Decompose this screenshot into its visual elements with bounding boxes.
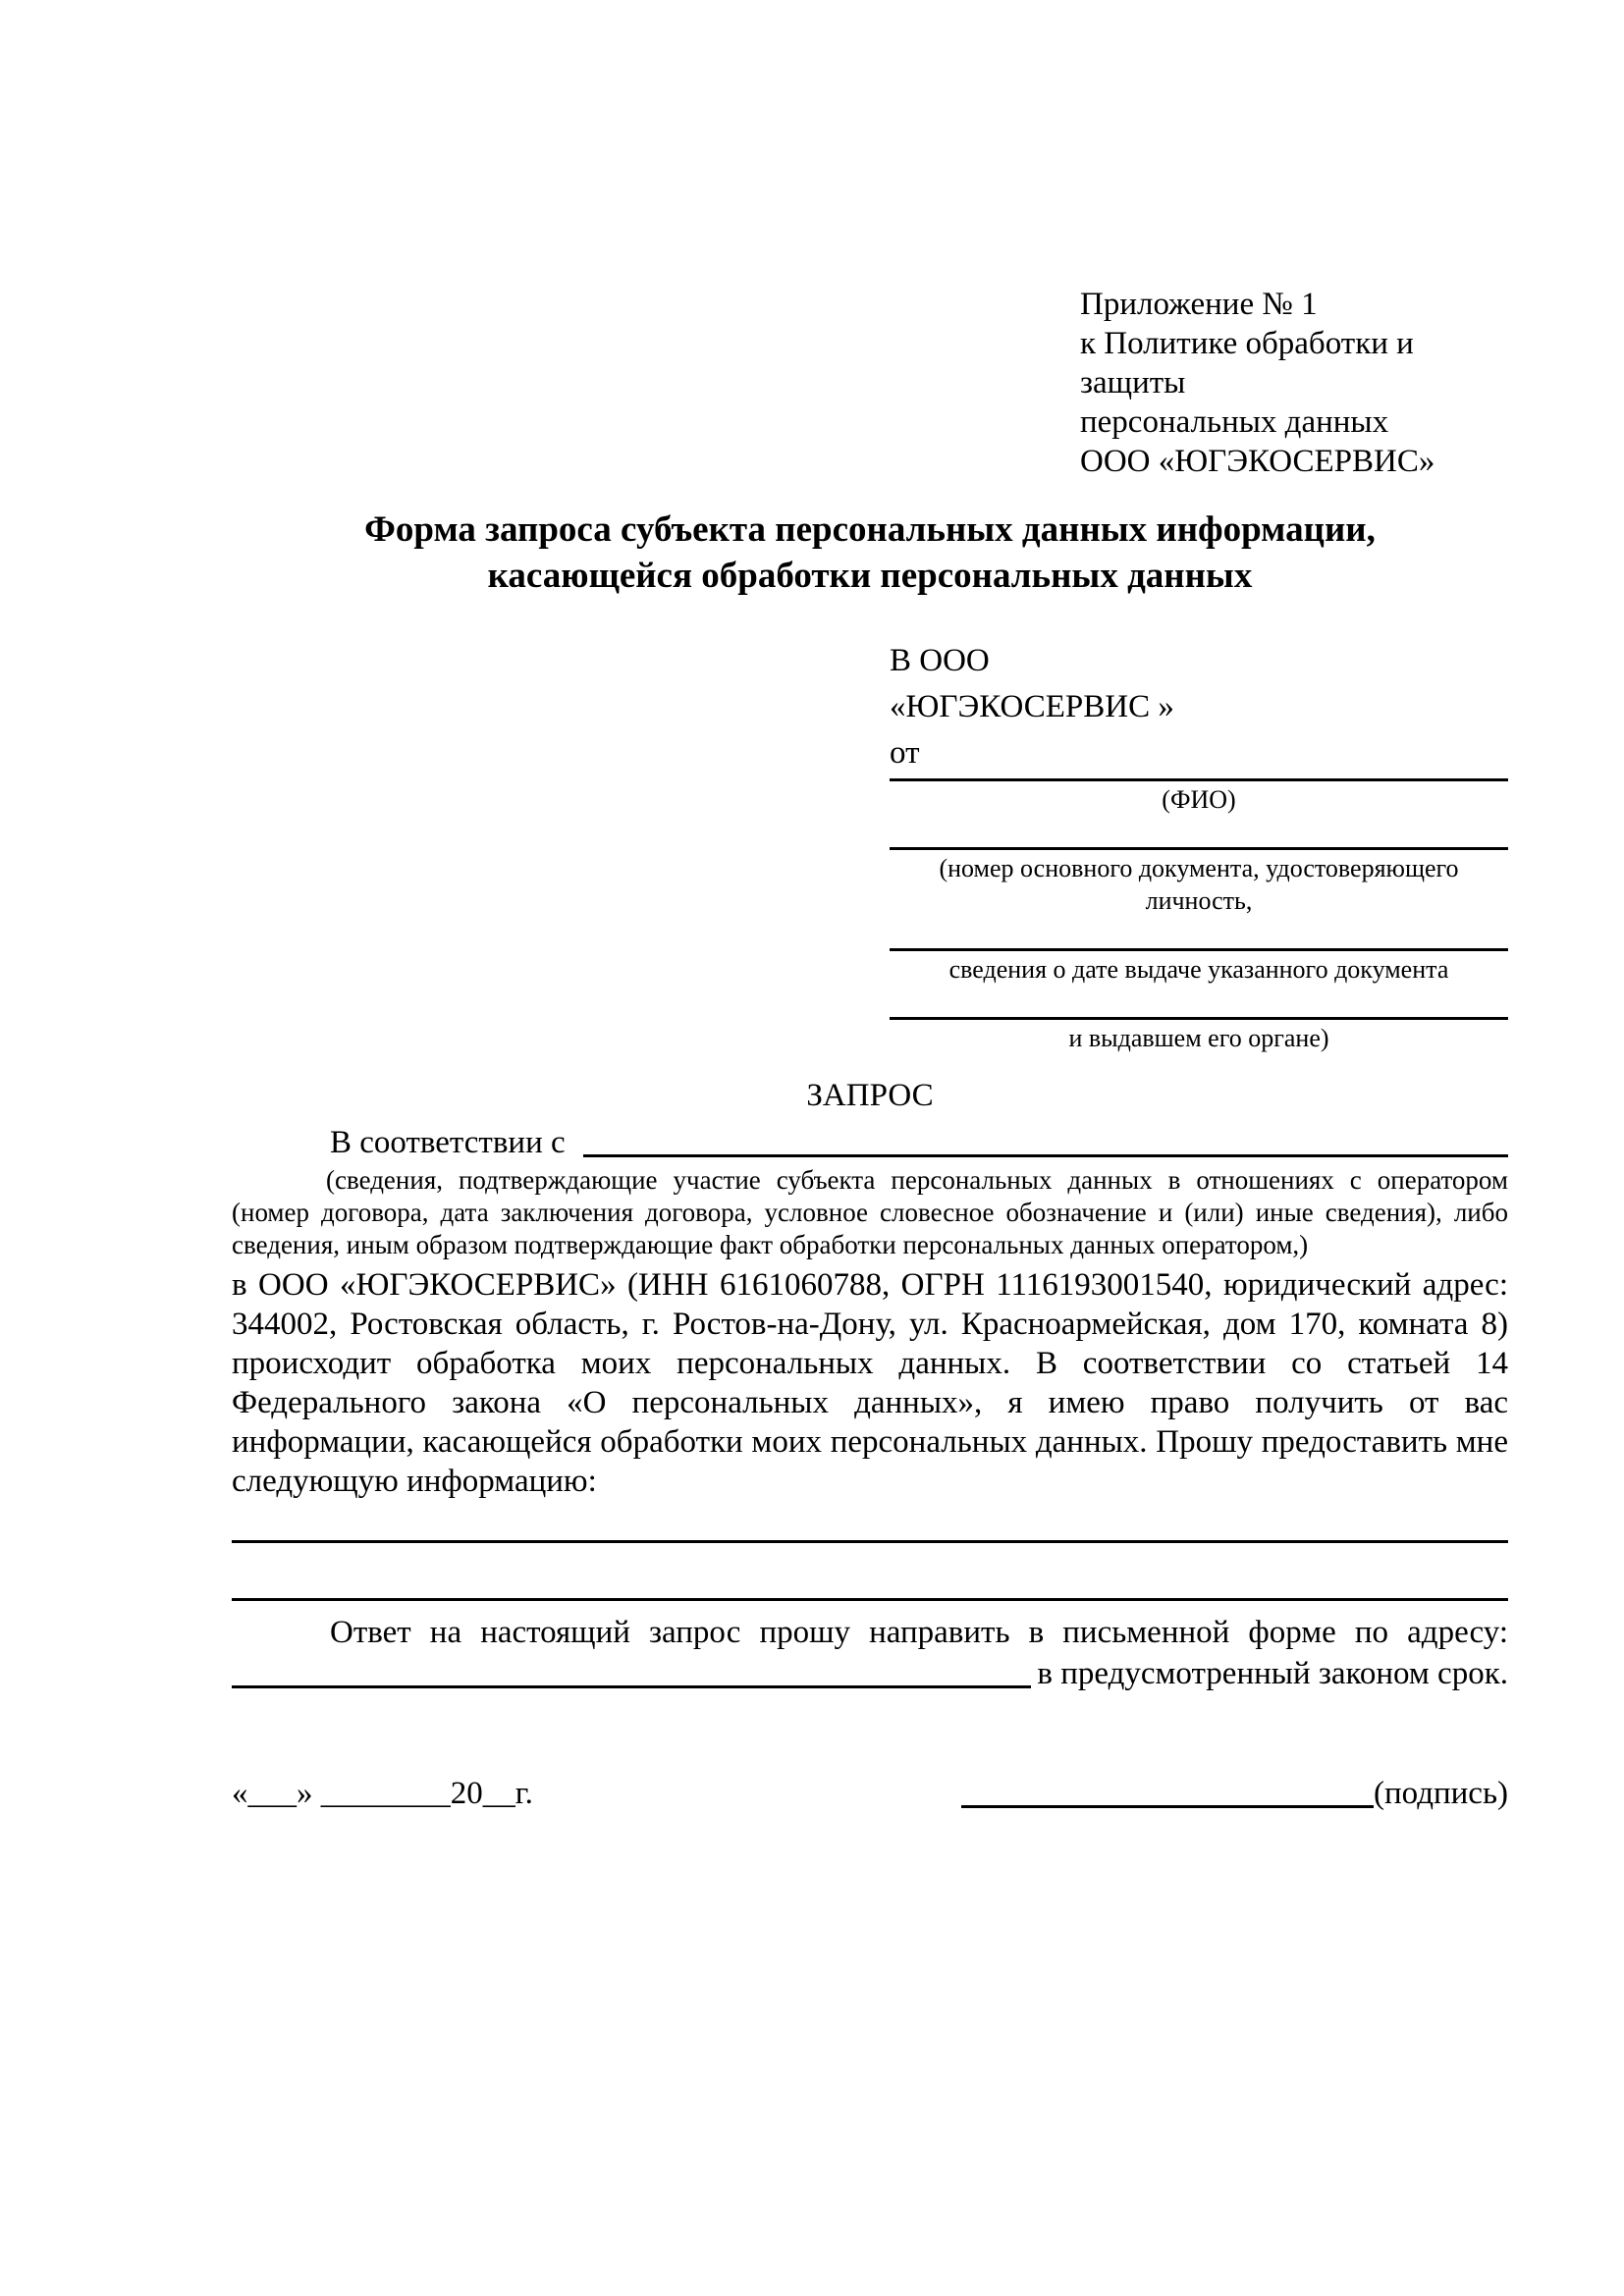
answer-address-row	[232, 1654, 1508, 1693]
issuing-authority-blank-line	[890, 1017, 1508, 1020]
accordance-line	[232, 1123, 1508, 1162]
addressee-line-3: от	[890, 735, 920, 771]
form-title	[232, 507, 1508, 599]
accordance-prefix: В соответствии с	[330, 1125, 573, 1160]
document-number-blank-line	[890, 847, 1508, 850]
info-blank-line-1	[232, 1540, 1508, 1543]
accordance-blank-line	[583, 1154, 1508, 1157]
appendix-note-line: персональных данных	[1080, 404, 1389, 440]
addressee-line-1: В ООО	[890, 643, 990, 678]
fio-blank-line	[890, 778, 1508, 781]
signature-blank-line	[961, 1805, 1374, 1808]
body-paragraph: в ООО «ЮГЭКОСЕРВИС» (ИНН 6161060788, ОГРН 1116193001540, юридический адрес: 344002, Ростовская область, г. Ростов-на-Дону, ул. Красноармейская, дом 170, комната 8) происходит обработка моих персональных данных. В соответствии со статьей 14 Федерального закона «О персональных данных», я имею право получить от вас информации, касающейся обработки моих персональных данных. Прошу предоставить мне следующую информацию:	[232, 1267, 1508, 1499]
issue-date-blank-line	[890, 948, 1508, 951]
appendix-note-line: к Политике обработки и защиты	[1080, 326, 1414, 400]
signature-caption: (подпись)	[1374, 1776, 1508, 1811]
appendix-note	[1080, 285, 1508, 481]
date-signature-row	[232, 1774, 1508, 1813]
appendix-note-line: ООО «ЮГЭКОСЕРВИС»	[1080, 444, 1435, 479]
issue-date-caption: сведения о дате выдаче указанного документа	[948, 955, 1449, 984]
fine-print-note: (сведения, подтверждающие участие субъекта персональных данных в отношениях с оператором (номер договора, дата заключения договора, условное словесное обозначение и (или) иные сведения), либо сведения, иным образом подтверждающие факт обработки персональных данных оператором,)	[232, 1165, 1508, 1259]
info-blank-line-2	[232, 1598, 1508, 1601]
document-content	[232, 0, 1508, 1813]
form-title-line-2: касающейся обработки персональных данных	[487, 556, 1253, 596]
form-title-line-1: Форма запроса субъекта персональных данных информации,	[364, 509, 1376, 550]
fio-caption: (ФИО)	[1162, 785, 1236, 814]
addressee-line-2: «ЮГЭКОСЕРВИС »	[890, 689, 1174, 724]
appendix-note-line: Приложение № 1	[1080, 287, 1318, 322]
addressee-block	[890, 638, 1508, 1054]
answer-paragraph-line: Ответ на настоящий запрос прошу направить в письменной форме по адресу:	[330, 1615, 1508, 1650]
date-line: «___» ________20__г.	[232, 1776, 533, 1811]
signature-group	[961, 1774, 1508, 1813]
issuing-authority-caption: и выдавшем его органе)	[1068, 1024, 1329, 1052]
answer-suffix: в предусмотренный законом срок.	[1037, 1656, 1508, 1691]
request-heading: ЗАПРОС	[806, 1078, 934, 1113]
address-blank-line	[232, 1685, 1031, 1688]
document-number-caption: (номер основного документа, удостоверяющего личность,	[939, 854, 1459, 915]
